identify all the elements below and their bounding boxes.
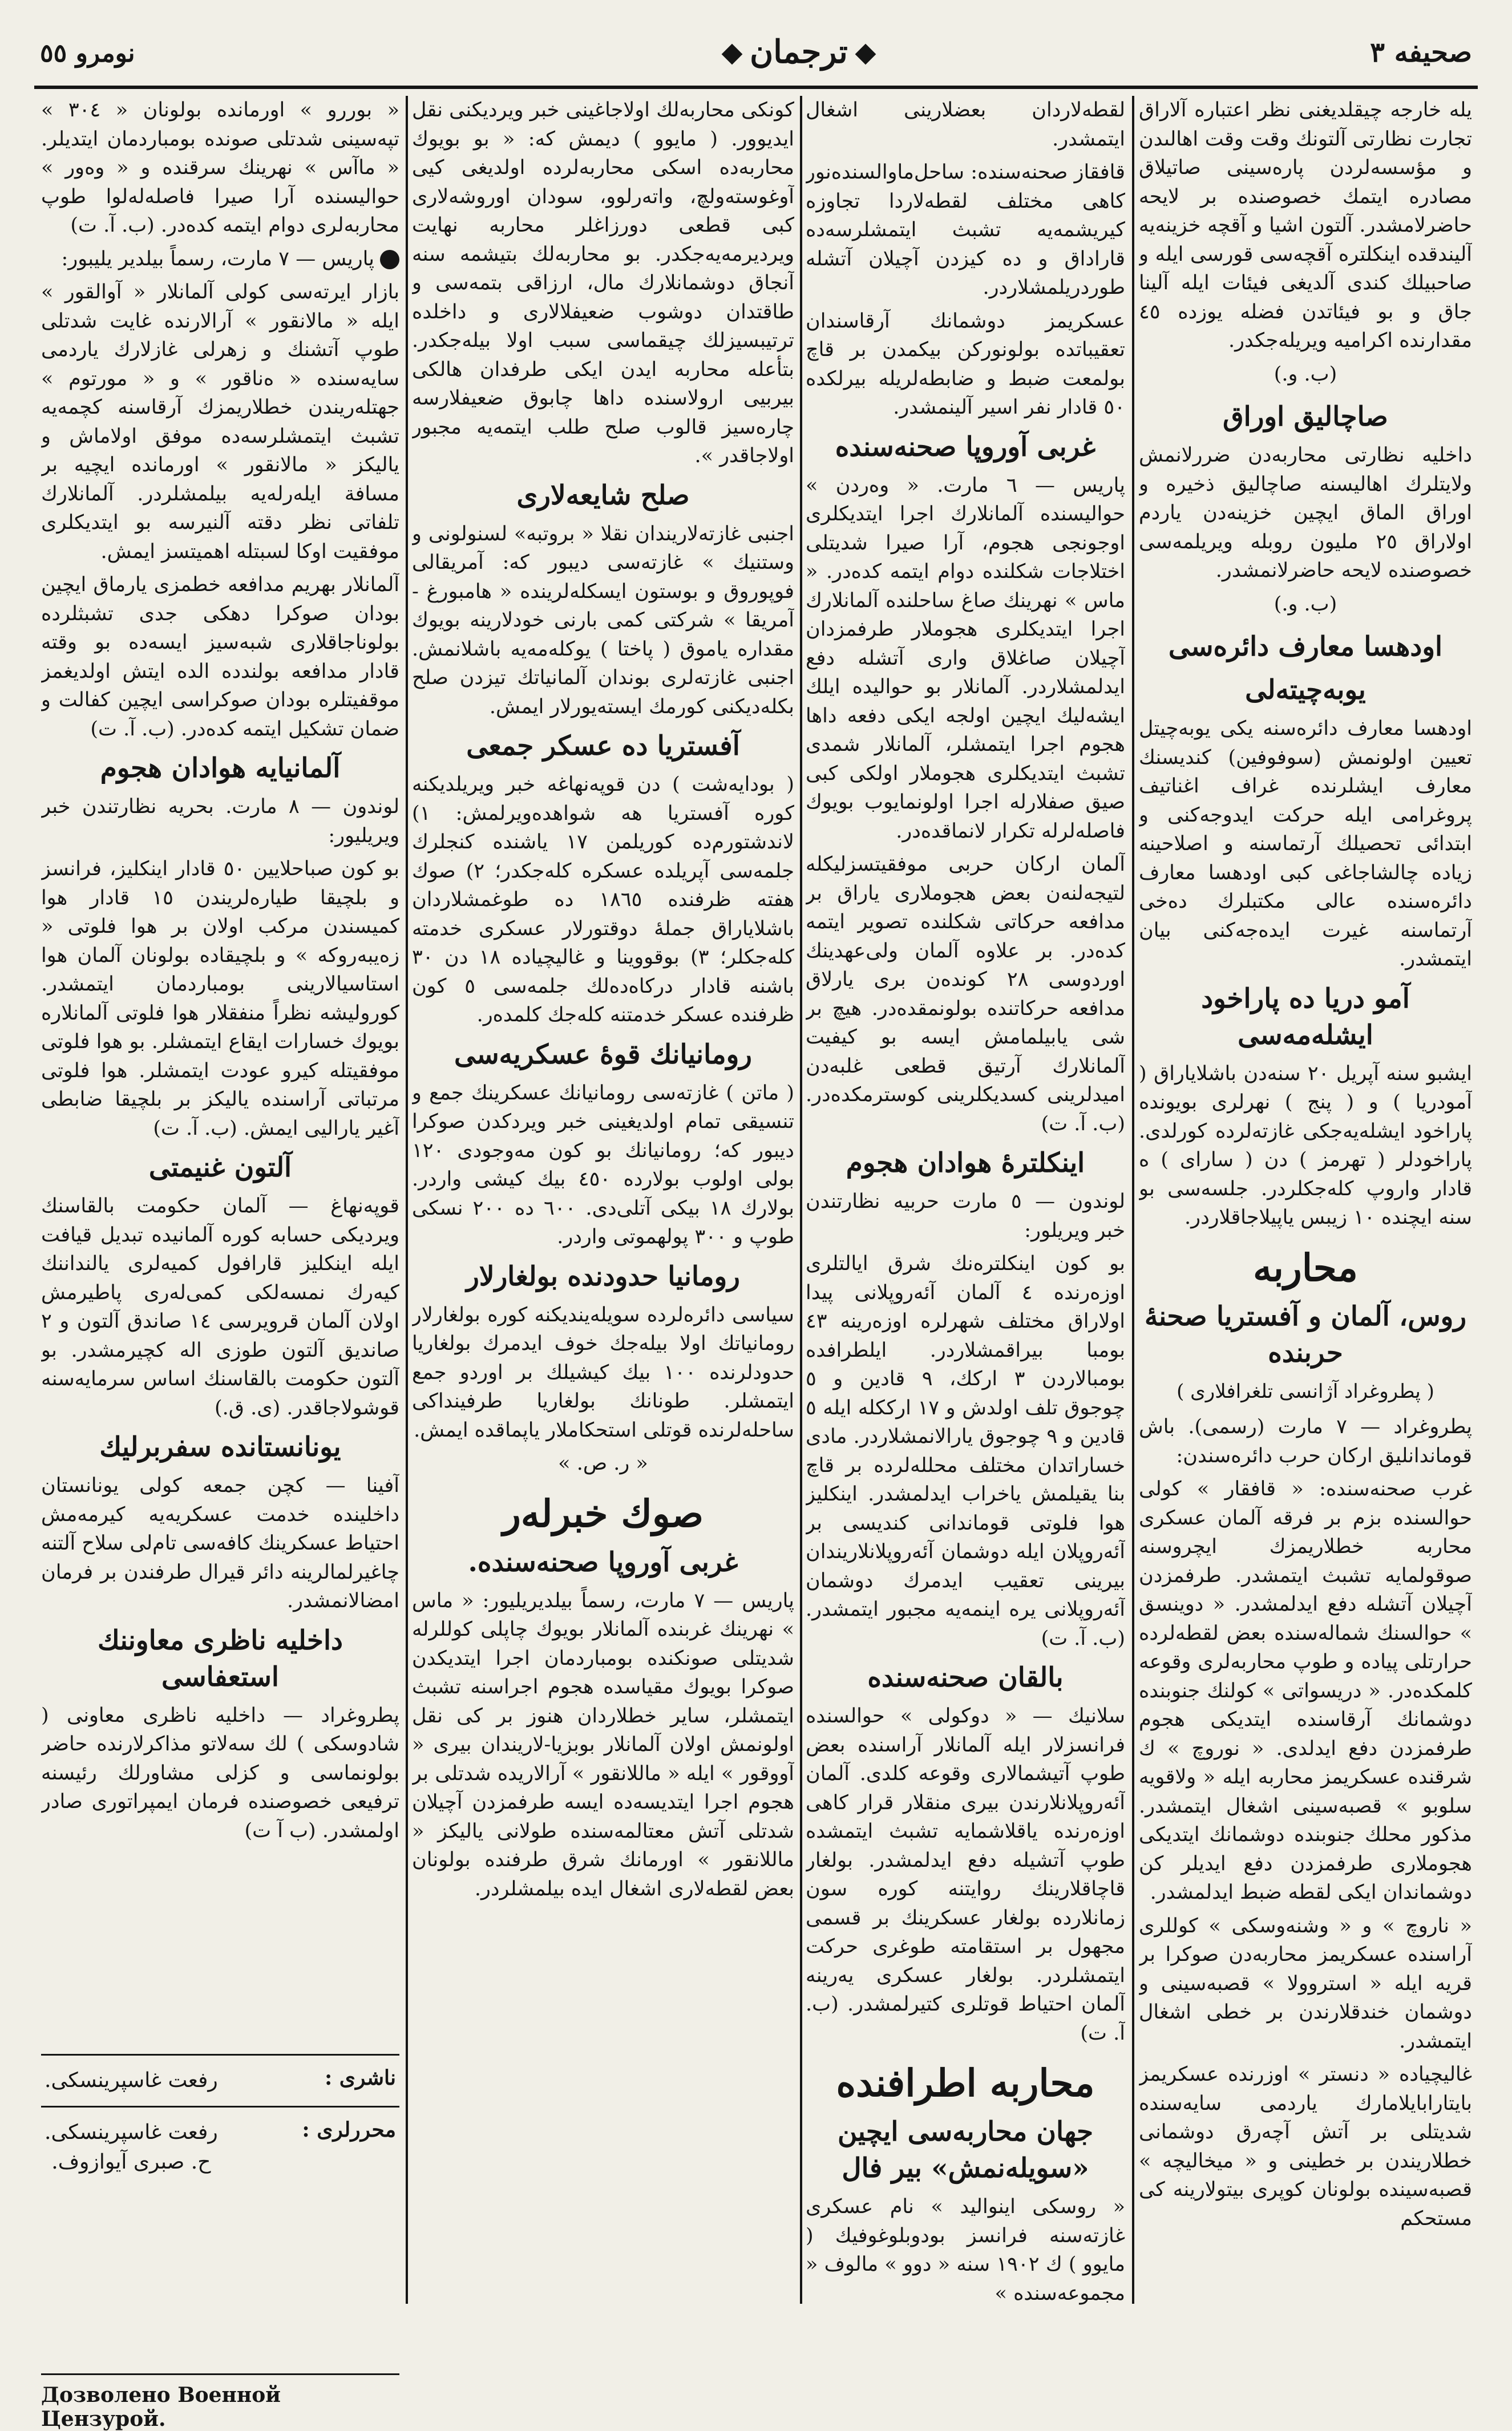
text-run: ( ماتن ) غازته‌سى رومانيانك عسكرينك جمع و تنسيقى تمام اولديغينى خبر ويردكدن صوكرا ديبور كه؛ رومانيانك بو كون مه‌وجودى ١٢٠ بولى اولوب بولارده ٤٥٠ بيك كيشى واردر. بولارك ١٨ بيكى آتلى‌دى. ٦٠٠ ده ٢٠٠ نسكى طوپ و ٣٠٠ پولهموتى واردر. [412,1081,794,1248]
article-heading [1139,399,1472,435]
text-run: صلح شايعه‌لارى [516,479,690,511]
text-run: اجنبى غازته‌لاريندان نقلا « بروتبه» لسنولونى و وستنيك » غازته‌سى ديبور كه: آمريقالى فوپوروق و بوستون ايسكله‌لرينده « هامبورغ - آمريقا » شركتى كمى بارنى خودلارينه بويوك مقداره ياموق ( پاختا ) يوكله‌مه‌يه باشلانمش. اجنبى غازته‌لرى بوندان آلمانياتك تيزدن صلح بكله‌ديكنى كورمك ايسته‌يورلار ايمش. [412,522,794,718]
section-heading [806,2059,1125,2107]
article-paragraph [1139,714,1472,974]
article-paragraph [1139,441,1472,585]
text-run: داخليه ناظرى معاوننك استعفاسى [98,1624,343,1693]
article-paragraph [1139,96,1472,355]
article-paragraph [412,520,794,722]
text-run: پاريس — ٧ مارت، رسماً بيلديريليور: « ماس » نهرينك غربنده آلمانلار بويوك چاپلى كوللرله شديتلى صونكنده بومباردمان اجرا ايتديكدن صوكرا بويوك مقياسده هجوم اجراسنه تشبث ايتمشلر، ساير خطلاردان هنوز بر كى نقل اولونمش اولان آلمانلار بوبزيا-لاريندان بيرى « آووقور » ايله « ماللانقور » آرالاريده شدتلى بر هجوم اجرا ايتديسه‌ده ايسه طرفمزدن آچيلان شدتلى آتش معتالمه‌سنده طولانى ياليكز « ماللانقور » اورمانك شرق طرفنده بولونان بعض لقطه‌لارى اشغال ايده بيلمشلردر. [412,1589,794,1900]
article-paragraph [41,571,399,743]
article-heading [806,429,1125,466]
text-run: كونكى محاربه‌لك اولاجاغينى خبر ويرديكنى نقل ايديوور. ( مايوو ) ديمش كه: « بو بويوك محاربه‌ده اسكى محاربه‌لرده اولديغى كيى آوغوسته‌ولچ، واته‌رلوو، سودان اوروشه‌لارى كبى قطعى دورزاغلر محاربه نهايت ويرديرمه‌يه‌جكدر. بو محاربه‌لك بتيشمه سنه آنجاق دوشمانلارك مال، ارزاقى بتمه‌سى و طاقتدان دوشوب ضعيفلالارى و داخلده ترتيبسيزلك چيقماسى سبب اولا بيله‌جكدر. بتأعله محاربه ايدن ايكى طرفدان هالكى بيربيى ارولاسنده داها چابوق ضعيفلارسه چاره‌سيز قالوب صلح طلب ايتمه‌يه مجبور اولاجاقدر ». [412,99,794,467]
article-heading [41,1150,399,1186]
text-run: پطروغراد — ٧ مارت (رسمى). باش قوماندانليق اركان حرب دائره‌سندن: [1139,1415,1472,1467]
article-paragraph [41,855,399,1143]
text-run: يونانستانده سفربرليك [99,1431,341,1463]
article-paragraph [41,1701,399,1846]
article-heading [412,1544,794,1581]
publisher-row [41,2054,399,2106]
column-3 [412,96,794,2315]
text-run: ( پطروغراد آژانسى تلغرافلارى ) [1177,1380,1434,1403]
article-source [412,1449,794,1478]
column-divider [1132,96,1134,2304]
column-divider [406,96,408,2304]
article-heading [412,478,794,514]
text-run: لقطه‌لاردان بعضلارينى اشغال ايتمشدر. [806,99,1125,151]
text-run: لوندون — ٥ مارت حربيه نظارتندن خبر ويريلور: [806,1190,1125,1242]
article-heading [412,1259,794,1295]
text-run: بازار ايرته‌سى كولى آلمانلار « آوالقور » ايله « مالانقور » آرالارنده غايت شدتلى طوپ آتشنك و زهرلى غازلارك ياردمى سايه‌سنده « ه‌ناقور » و « مورتوم » جهتله‌ريندن خطلاريمزك آرقاسنه كچمه‌يه تشبث ايتمشلرسه‌ده موفق اولاماش و ياليكز « مالانقور » اورمانده ايچيه بر مسافة ايله‌رله‌يه بيلمشلردر. آلمانلارك تلفاتى نظر دقته آلنيرسه بو ايتديكلرى موفقيت اوكا لسبتله اهميتسز ايمش. [41,281,399,563]
publisher-label: ناشرى : [324,2066,396,2090]
article-paragraph [41,1192,399,1422]
column-2 [806,96,1125,2315]
text-run: قوپه‌نهاغ — آلمان حكومت بالقاسنك ويرديكى حسابه كوره آلمانيده تبديل قيافت ايله اينكليز قارافول كميه‌لرى يالنداننك كيه‌رك نمسه‌لكى كمى‌له‌رى پاطيرمش اولان آلمان قرويرسى ١٤ صاندق آلتون و ٢ صانديق آلتون طوزى اله كچيرمشدر. بو آلتون حكومت بالقاسنك اساس سرمايه‌سنه قوشولاجاقدر. (ى. ق.) [41,1195,399,1419]
article-paragraph [41,278,399,566]
editor-name: رفعت غاسپرينسكى. [45,2121,218,2144]
text-run: سياسى دائره‌لرده سويله‌ينديكنه كوره بولغارلار رومانياتك اولا بيله‌جك خوف ايدمرك بولغاريا حدودلرنده ١٠٠ بيك كيشيلك بر اوردو جمع ايتمشلر. طونانك بولغاريا طرفينداكى ساحله‌لرنده قوتلى استحكاملار ياپماقده ايمش. [412,1303,794,1442]
text-run: بالقان صحنه‌سنده [867,1662,1064,1693]
text-run: اودهسا معارف دائره‌سنه يكى يوبه‌چيتل تعيين اولونمش (سوفوفين) كنديسنك معارف ايشلرنده غراف اغناتيف پروغرامى ايله حركت ايدوجه‌كنى و ابتدائى تحصيلك آرتماسنه و اصلاحينه زياده چالشاجاغى كبى اودهسا معارف دائره‌سنده عالى مكتبلرك ده‌خى آرتماسنه غيرت ايده‌جه‌كنى بيان ايتمشدر. [1139,717,1472,970]
text-run: عسكريمز دوشمانك آرقاسندان تعقيباتده بولونوركن بيكمدن بر قاچ بولمعت ضبط و ضابطه‌لريله بيرلكده ٥٠ قادار نفر اسير آلينمشدر. [806,309,1125,419]
article-paragraph [806,96,1125,153]
section-heading [1139,1244,1472,1292]
text-run: آفينا — كچن جمعه كولى يونانستان داخلينده خدمت عسكريه‌يه كيرمه‌مش احتياط عسكرينك كافه‌سى تام‌لى سلاح آلتنه چاغيرلمالرينه دائر قيرال طرفندن بر فرمان امضالانمشدر. [41,1474,399,1612]
section-heading [412,1490,794,1538]
article-paragraph [806,2193,1125,2308]
text-run: رومانيانك قوهٔ عسكريه‌سى [454,1038,752,1070]
text-run: اودهسا معارف دائره‌سى [1168,631,1443,662]
text-run: بو كون اينكلتره‌نك شرق ايالتلرى اوزه‌رنده ٤ آلمان آئه‌روپلانى پيدا اولاراق مختلف شهرلره اوزه‌رينه ٤٣ بومبا بيرا‌قمشلاردر. ايلطرافده‌ بومبالاردن ٣ اركك، ٩ قادين و ٥ چوجوق تلف اولدش و ١٧ ارككله ايله ٥ قادين و ٩ چوجوق يارالانمشلاردر. مادى خساراتدان مختلف محلله‌لرده بر قاچ بنا يقيلمش ياخراب ايدلمشدر. اينكليز هوا فلوتى قوماندانى كنديسى بر آئه‌روپلان ايله دوشمان آئه‌روپلانلاريندان بيرينى تعقيب ايدمرك دوشمان آئه‌روپلانى يره اينمه‌يه مجبور ايتمشدر. (ب. آ. ت) [806,1252,1125,1650]
text-run: يوبه‌چيته‌لى [1245,674,1366,706]
text-run: آلتون غنيمتى [148,1152,292,1183]
text-run: ايشبو سنه آپريل ٢٠ سنه‌دن باشلاياراق ( آمودريا ) و ( پنج ) نهرلرى بويونده پاراخود ايشله‌يه‌جكى غازته‌لرده كورلدى. پاراخودلر ( تهرمز ) دن ( ساراى ) ه قادار واروپ كله‌جكلردر. جلسه‌سى بو سنه ايچنده ١٠ زيبس ياپيلاجاقلاردر. [1139,1062,1472,1229]
article-heading [1139,981,1472,1054]
article-paragraph [1139,2060,1472,2233]
text-run: « روسكى اينواليد » نام عسكرى غازته‌سنه فرانسز بودوبلوغوفيك ( مايوو ) ك ١٩٠٢ سنه « دوو » مالوف « مجموعه‌سنده » [806,2195,1125,2305]
column-divider [800,96,802,2304]
text-run: اينكلترهٔ هوادان هجوم [846,1147,1085,1179]
text-run: روس، آلمان و آفستريا صحنهٔ حربنده [1144,1300,1467,1369]
text-run: محاربه [1253,1245,1358,1290]
column-4 [41,96,399,2047]
article-heading [1139,629,1472,665]
newspaper-title [679,33,919,71]
article-heading [412,1037,794,1073]
text-run: سلانيك — « دوكولى » حوالسنده فرانسزلار ايله آلمانلار آراسنده بعض طوپ آتيشمالارى وقوعه كلدى. آلمان آئه‌روپلانلارندن بيرى منقلار قرار كاهى اوزه‌رنده ياقلاشمايه تشبث ايتمشده طوپ آتشيله دفع ايدلمشدر. بولغار قاچاقلارينك روايتنه كوره سون زمانلارده بولغار عسكرينك بر قسمى مجهول بر استقامته طوغرى حركت ايتمشلردر. بولغار عسكرى يه‌رينه آلمان احتياط قوتلرى كتيرلمشدر. (ب. آ. ت) [806,1705,1125,2045]
article-paragraph [806,471,1125,846]
article-source [1139,360,1472,389]
text-run: ( بودايه‌شت ) دن قوپه‌نهاغه خبر ويريلديكنه كوره آفستريا هه شواهده‌ويرلمش: ١) لاندشتورم‌ده كوريلمن ١٧ ياشنده كنجلرك جلمه‌سى آپريلده عسكره كله‌جكدر؛ ٢) صوك هفته ظرفنده ١٨٦٥ ده طوغمشلاردان باشلاياراق جملهٔ دوقتورلار عسكرى خدمته كله‌جكلر؛ ٣) بوقووينا و غاليچياده ١٨ دن ٣٠ باشنه قادار دركاه‌ده‌لك جلمه‌سى ٥ كون ظرفنده عسكر خدمتنه كله‌جك كلمده‌ر. [412,773,794,1026]
article-heading [41,1429,399,1466]
text-run: صاچاليق اوراق [1223,401,1388,432]
article-subtitle [1139,1377,1472,1406]
article-paragraph [806,1249,1125,1653]
text-run: جهان محاربه‌سى ايچين «سويله‌نمش» بير فال [837,2116,1094,2184]
title-text: ترجمان [750,33,848,71]
text-run: بو كون صباحلايين ٥٠ قادار اينكليز، فرانسز و بلچيقا طياره‌لريندن ١٥ قادار هوا كميسندن مركب اولان بر هوا فلوتى « زه‌يبه‌روكه » و بلچيقاده بولونان آلمان هوا استاسيالارينى بومباردمان ايتمشدر. كوروليشه نظراً منفقلار هوا فلوتى آلمانلاره بويوك خسارات ايقاع ايتمشلر. بو هوا فلوتى موفقيتله كيرو عودت ايتمشلر. هوا فلوتى مرتباتى آراسنده ياليكز بر بلچيقا ضابطى آغير ياراليى ايمش. (ب. آ. ت) [41,857,399,1140]
text-run: آلمانلار بهريم مدافعه خطمزى يارماق ايچين بودان صوكرا دهكى جدى تشبثلرده بولوناجاقلارى شبه‌سيز ايسه‌ده بو وقته قادار مدافعه بولندده الده ايتش اولديغمز موقفيتلره بودان صوكراسى ايچين كفالت و ضمان تشكيل ايتمه كده‌در. (ب. آ. ت) [41,573,399,741]
text-run: غرب صحنه‌سنده: « قافقار » كولى حوالسنده بزم بر فرقه آلمان عسكرى محاربه خطلاريمزك ايچروسنه صوقولمايه تشبث ايتمشدر. طرفمزدن آچيلان آتشله دفع ايدلمشدر. « دوينسق » حوالسنك شماله‌سنده بعض لقطه‌لرده حرارتلى پياده و طوپ محاربه‌لرى وقوعه كلمكده‌در. « دريسواتى » كولنك جنوبنده دوشمانك آرقاسنده ايتديكى هجوم طرفمزدن دفع ايدلدى. « نوروچ » ك شرقنده عسكريمز محاربه ايله « ولاقويه سلوبو » قصبه‌سينى اشغال ايتمشدر. مذكور محلك جنوبنده دوشمانك ايتديكى هجوملارى طرفمزدن دفع ايديلر كن دوشماندان ايكى لقطه ضبط ايدلمشدر. [1139,1478,1472,1904]
article-heading [41,1623,399,1696]
text-run: آلمان اركان حربى موفقيتسزليكله لتيجه‌لنه‌ن بعض هجوملارى ياراق بر مدافعه حركاتى شكلنده تصوير ايتمه كده‌در. بر علاوه آلمان ولى‌عهدينك اوردوسى ٢٨ كونده‌ن برى يارلاق مدافعه حركاتنده بولونمقده‌در. هيچ بر شى يابيلمامش ايسه بو كيفيت آلمانلارك آرتيق قطعى غلبه‌دن اميدلرينى كسديكلرينى كوسترمكده‌در. (ب. آ. ت) [806,853,1125,1135]
text-run: « بوررو » اورمانده بولونان « ٣٠٤ » تپه‌سينى شدتلى صونده بومباردمان ايتديلر. « ماآس » نهرينك سرقنده و « وه‌ور » حواليسنده آرا صيرا فاصله‌له‌لوا طوپ محاربه‌لرى دوام ايتمه كده‌در. (ب. آ. ت) [41,99,399,237]
article-paragraph [41,245,399,274]
text-run: (ب. و.) [1274,362,1337,386]
article-paragraph [1139,1475,1472,1907]
article-paragraph [41,96,399,240]
article-paragraph [412,1301,794,1445]
article-heading [412,728,794,765]
article-paragraph [412,1587,794,1904]
text-run: لوندون — ٨ مارت. بحريه نظارتندن خبر ويريليور: [41,795,399,847]
editor-name: ح. صبرى آيوازوف. [51,2150,211,2174]
text-run: غربى آوروپا صحنه‌سنده. [468,1546,738,1578]
article-paragraph [41,792,399,850]
text-run: رومانيا حدودنده بولغارلار [466,1260,740,1292]
masthead [40,23,1472,86]
column-1 [1139,96,1472,2315]
article-paragraph [806,158,1125,302]
text-run: غاليچياده « دنستر » اوزرنده عسكريمز بايتارابايلامارك ياردمى سايه‌سنده شديتلى بر آتش آچه‌رق دوشمانى خطلاريندن بر خطينى و « ميخاليچه » قصبه‌سينده بولونان كوپرى بيتولارينه كى مستحكم [1139,2063,1472,2230]
article-heading [41,750,399,787]
text-run: آلمانيايه هوادان هجوم [100,753,341,784]
article-paragraph [412,96,794,471]
article-heading [1139,672,1472,709]
staff-box [41,2054,399,2187]
issue-number: نومرو ٥٥ [40,39,135,68]
text-run: « ر. ص. » [558,1452,648,1475]
article-heading [1139,1299,1472,1372]
publisher-name: رفعت غاسپرينسكى. [45,2069,218,2092]
diamond-ornament-icon [855,44,876,65]
text-run: « ناروچ » و « وشنه‌وسكى » كوللرى آراسنده عسكريمز محاربه‌دن صوكرا بر قريه ايله « استروولا » قصبه‌سينى و دوشمان خندقلارندن بر خطى اشغال ايتمشدر. [1139,1914,1472,2053]
article-paragraph [1139,1413,1472,1470]
article-paragraph [1139,1059,1472,1232]
text-run: صوك خبرله‌ر [502,1491,704,1536]
article-heading [806,2114,1125,2187]
text-run: قافقاز صحنه‌سنده: ساحل‌ماوالسنده‌نور كاهى مختلف لقطه‌لاردا تجاوزه كيريشمه‌يه تشبث ايتمشلرسه‌ده قاراداق و ده كيزدن آچيلان آتشله طوردريلمشلاردر. [806,161,1125,299]
article-paragraph [1139,1912,1472,2056]
text-run: پاريس — ٧ مارت، رسماً بيلدير يليبور: [61,247,374,270]
text-run: محاربه اطرافنده [836,2061,1095,2105]
page-number: صحيفه ٣ [1370,37,1472,68]
text-run: (ب. و.) [1274,592,1337,616]
editors-names [45,2118,218,2177]
text-run: غربى آوروپا صحنه‌سنده [835,431,1096,463]
article-heading [806,1660,1125,1696]
diamond-ornament-icon [722,44,743,65]
text-run: پطروغراد — داخليه ناظرى معاونى ( شادوسكى ) لك سه‌لاتو مذاكرلارنده حاضر بولونماسى و كزلى مشاورلك رئيسنه ترفيعى خصوصنده فرمان ايمپراتورى صادر اولمشدر. (ب آ ت) [41,1704,399,1842]
article-paragraph [806,850,1125,1138]
text-run: داخليه نظارتى محاربه‌دن ضررلانمش ولايتلرك اهاليسنه صاچاليق ذخيره و اوراق الماق ايچين خزينه‌دن ياردم اولاراق ٢٥ مليون روبله ويريلمه‌سى خصوصنده لايحه حاضرلانمشدر. [1139,444,1472,582]
text-run: پاريس — ٦ مارت. « وه‌ردن » حواليسنده آلمانلارك اجرا ايتديكلرى اوجونجى هجوم، آرا صيرا شديتلى اختلاجات شكلنده دوام ايتمه كده‌در. « ماس » نهرينك صاغ ساحلنده آلمانلارك اجرا ايتديكلرى هجوملار طرفمزدان آچيلان صاغلاق وارى آتشله دفع ايدلمشلاردر. آلمانلار بو حواليده ايلك ايشه‌ليك ايچين اولجه ايكى دفعه داها هجوم اجرا ايتمشلر، آلمانلار شمدى تشبث ايتديكلرى هجوملار اولكى كبى صيق صفلارله اجرا اولونمايوب بويوك فاصله‌لرله تكرار لانماقده‌در. [806,474,1125,843]
text-run: آفستريا ده عسكر جمعى [466,730,740,762]
article-heading [806,1145,1125,1182]
article-paragraph [412,770,794,1030]
article-paragraph [412,1079,794,1252]
text-run: يله خارجه چيقلديغنى نظر اعتباره آلاراق تجارت نظارتى آلتونك وقت وقت اهالىدن و مؤسسه‌لردن پاره‌سينى صاتيلاق مصادره ايتمك خصوصنده بر لايحه حاضرلامشدر. آلتون اشيا و آقچه خزينه‌يه آليندقده اينكلتره آقچه‌سى قورسى ايله و صاحبيلك كندى آلديغى فيئات ايله آلينا جاق و بو فيئاتدن فضله يوزده ٤٥ مقدارنده اكراميه ويريله‌جكدر. [1139,99,1472,352]
article-source [1139,590,1472,619]
article-paragraph [41,1471,399,1616]
text-run: آمو دريا ده پاراخود ايشله‌مه‌سى [1201,982,1410,1051]
editors-row [41,2106,399,2187]
article-paragraph [806,307,1125,422]
censor-approval: Дозволено Военной Цензурой. [41,2373,399,2431]
header-rule [34,86,1478,89]
article-paragraph [806,1702,1125,2048]
editors-label: محررلرى : [302,2118,396,2142]
article-paragraph [806,1187,1125,1245]
flower-ornament-icon [380,250,399,269]
